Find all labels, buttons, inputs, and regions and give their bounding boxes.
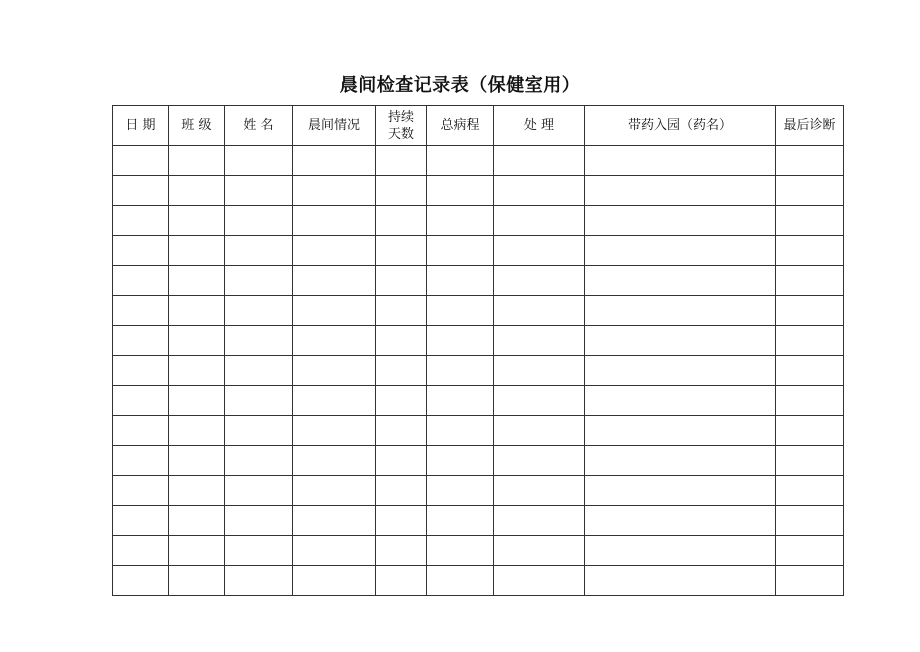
table-cell-treatment[interactable] [494,266,585,296]
table-cell-medicine-brought[interactable] [585,476,776,506]
table-cell-date[interactable] [113,266,169,296]
table-cell-duration-days[interactable] [376,356,427,386]
table-cell-name[interactable] [225,206,293,236]
table-cell-morning-condition[interactable] [293,386,376,416]
morning-check-table [112,105,844,596]
table-cell-name[interactable] [225,506,293,536]
table-cell-total-course[interactable] [427,536,494,566]
table-cell-treatment[interactable] [494,146,585,176]
table-cell-morning-condition[interactable] [293,266,376,296]
table-cell-treatment[interactable] [494,176,585,206]
table-cell-final-diagnosis[interactable] [776,176,844,206]
table-row [113,296,844,326]
table-cell-class[interactable] [169,446,225,476]
table-cell-morning-condition[interactable] [293,446,376,476]
column-header-duration-days: 持续 天数 [376,106,427,146]
table-cell-final-diagnosis[interactable] [776,146,844,176]
table-cell-date[interactable] [113,566,169,596]
table-cell-name[interactable] [225,296,293,326]
table-cell-total-course[interactable] [427,566,494,596]
table-cell-treatment[interactable] [494,356,585,386]
table-cell-treatment[interactable] [494,326,585,356]
table-cell-date[interactable] [113,206,169,236]
table-cell-final-diagnosis[interactable] [776,356,844,386]
table-cell-total-course[interactable] [427,386,494,416]
table-cell-name[interactable] [225,236,293,266]
table-cell-duration-days[interactable] [376,176,427,206]
table-row [113,446,844,476]
table-cell-final-diagnosis[interactable] [776,326,844,356]
table-cell-class[interactable] [169,506,225,536]
table-cell-duration-days[interactable] [376,536,427,566]
table-cell-date[interactable] [113,296,169,326]
table-cell-name[interactable] [225,386,293,416]
table-cell-final-diagnosis[interactable] [776,236,844,266]
table-cell-name[interactable] [225,356,293,386]
column-header-morning-condition: 晨间情况 [293,106,376,146]
table-cell-final-diagnosis[interactable] [776,476,844,506]
table-cell-date[interactable] [113,326,169,356]
table-cell-duration-days[interactable] [376,476,427,506]
header-row [113,106,844,146]
table-cell-final-diagnosis[interactable] [776,296,844,326]
table-cell-total-course[interactable] [427,146,494,176]
table-cell-date[interactable] [113,146,169,176]
table-cell-medicine-brought[interactable] [585,236,776,266]
table-cell-morning-condition[interactable] [293,206,376,236]
table-cell-treatment[interactable] [494,536,585,566]
table-cell-name[interactable] [225,536,293,566]
table-cell-total-course[interactable] [427,446,494,476]
table-cell-medicine-brought[interactable] [585,326,776,356]
table-cell-treatment[interactable] [494,296,585,326]
table-cell-morning-condition[interactable] [293,296,376,326]
table-cell-name[interactable] [225,416,293,446]
table-cell-morning-condition[interactable] [293,326,376,356]
table-cell-class[interactable] [169,476,225,506]
table-cell-medicine-brought[interactable] [585,446,776,476]
column-header-name: 姓 名 [225,106,293,146]
table-cell-final-diagnosis[interactable] [776,266,844,296]
table-cell-class[interactable] [169,146,225,176]
table-cell-final-diagnosis[interactable] [776,446,844,476]
table-cell-treatment[interactable] [494,446,585,476]
table-cell-total-course[interactable] [427,476,494,506]
table-cell-duration-days[interactable] [376,416,427,446]
table-cell-name[interactable] [225,326,293,356]
table-cell-medicine-brought[interactable] [585,266,776,296]
table-cell-morning-condition[interactable] [293,356,376,386]
table-row [113,386,844,416]
table-cell-date[interactable] [113,236,169,266]
table-cell-morning-condition[interactable] [293,416,376,446]
table-cell-morning-condition[interactable] [293,476,376,506]
table-cell-duration-days[interactable] [376,566,427,596]
document-title: 晨间检查记录表（保健室用） [339,75,581,96]
table-cell-class[interactable] [169,266,225,296]
table-cell-total-course[interactable] [427,176,494,206]
table-row [113,146,844,176]
table-cell-duration-days[interactable] [376,386,427,416]
table-cell-total-course[interactable] [427,356,494,386]
table-cell-medicine-brought[interactable] [585,356,776,386]
table-cell-date[interactable] [113,536,169,566]
column-header-total-course: 总病程 [427,106,494,146]
column-header-class: 班 级 [169,106,225,146]
table-cell-medicine-brought[interactable] [585,146,776,176]
column-header-treatment: 处 理 [494,106,585,146]
table-cell-class[interactable] [169,326,225,356]
table-cell-class[interactable] [169,176,225,206]
table-cell-treatment[interactable] [494,476,585,506]
table-cell-name[interactable] [225,476,293,506]
table-cell-duration-days[interactable] [376,446,427,476]
table-cell-duration-days[interactable] [376,296,427,326]
table-cell-medicine-brought[interactable] [585,386,776,416]
table-cell-total-course[interactable] [427,326,494,356]
table-cell-treatment[interactable] [494,416,585,446]
table-body [113,146,844,596]
table-cell-date[interactable] [113,416,169,446]
column-header-date: 日 期 [113,106,169,146]
column-header-final-diagnosis: 最后诊断 [776,106,844,146]
table-header [113,106,844,146]
table-cell-duration-days[interactable] [376,326,427,356]
table-cell-date[interactable] [113,506,169,536]
table-cell-medicine-brought[interactable] [585,536,776,566]
table-cell-date[interactable] [113,386,169,416]
column-header-medicine-brought: 带药入园（药名） [585,106,776,146]
table-row [113,416,844,446]
table-cell-total-course[interactable] [427,206,494,236]
table-cell-name[interactable] [225,146,293,176]
table-cell-final-diagnosis[interactable] [776,506,844,536]
table-cell-date[interactable] [113,446,169,476]
table-cell-date[interactable] [113,356,169,386]
table-cell-medicine-brought[interactable] [585,176,776,206]
table-cell-medicine-brought[interactable] [585,416,776,446]
table-cell-treatment[interactable] [494,236,585,266]
table-cell-morning-condition[interactable] [293,146,376,176]
table-row [113,536,844,566]
table-cell-class[interactable] [169,206,225,236]
table-cell-name[interactable] [225,566,293,596]
table-row [113,176,844,206]
table-cell-class[interactable] [169,536,225,566]
table-cell-duration-days[interactable] [376,146,427,176]
table-cell-morning-condition[interactable] [293,236,376,266]
table-row [113,356,844,386]
table-cell-total-course[interactable] [427,236,494,266]
table-cell-duration-days[interactable] [376,506,427,536]
table-cell-class[interactable] [169,566,225,596]
table-cell-medicine-brought[interactable] [585,506,776,536]
table-cell-class[interactable] [169,236,225,266]
table-row [113,476,844,506]
table-cell-final-diagnosis[interactable] [776,416,844,446]
table-cell-treatment[interactable] [494,506,585,536]
table-cell-treatment[interactable] [494,386,585,416]
table-cell-class[interactable] [169,356,225,386]
table-cell-medicine-brought[interactable] [585,206,776,236]
table-cell-medicine-brought[interactable] [585,566,776,596]
table-cell-morning-condition[interactable] [293,536,376,566]
table-cell-name[interactable] [225,446,293,476]
table-cell-morning-condition[interactable] [293,176,376,206]
table-cell-final-diagnosis[interactable] [776,206,844,236]
table-cell-class[interactable] [169,416,225,446]
table-cell-class[interactable] [169,296,225,326]
table-cell-total-course[interactable] [427,266,494,296]
table-cell-name[interactable] [225,176,293,206]
table-row [113,506,844,536]
table-cell-total-course[interactable] [427,416,494,446]
table-cell-duration-days[interactable] [376,266,427,296]
table-row [113,266,844,296]
table-cell-date[interactable] [113,476,169,506]
table-cell-total-course[interactable] [427,506,494,536]
table-cell-treatment[interactable] [494,566,585,596]
table-row [113,326,844,356]
table-cell-name[interactable] [225,266,293,296]
table-cell-duration-days[interactable] [376,236,427,266]
table-row [113,236,844,266]
table-cell-total-course[interactable] [427,296,494,326]
table-cell-final-diagnosis[interactable] [776,386,844,416]
table-cell-final-diagnosis[interactable] [776,566,844,596]
table-row [113,206,844,236]
table-cell-duration-days[interactable] [376,206,427,236]
table-cell-morning-condition[interactable] [293,566,376,596]
table-cell-class[interactable] [169,386,225,416]
table-cell-medicine-brought[interactable] [585,296,776,326]
table-row [113,566,844,596]
table-cell-treatment[interactable] [494,206,585,236]
table-cell-final-diagnosis[interactable] [776,536,844,566]
table-cell-morning-condition[interactable] [293,506,376,536]
table-cell-date[interactable] [113,176,169,206]
